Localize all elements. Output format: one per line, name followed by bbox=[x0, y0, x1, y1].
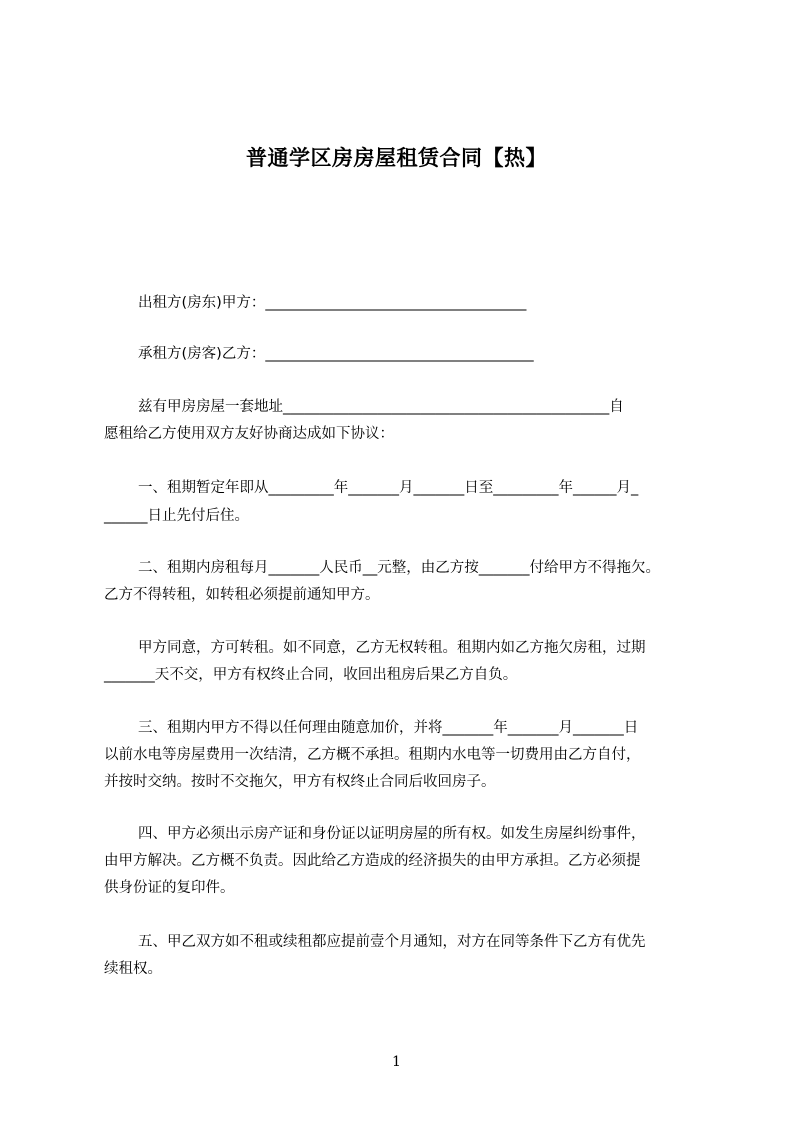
clause-3-line-3: 并按时交纳。按时不交拖欠，甲方有权终止合同后收回房子。 bbox=[104, 774, 496, 790]
clause-4-line-2: 由甲方解决。乙方概不负责。因此给乙方造成的经济损失的由甲方承担。乙方必须提 bbox=[104, 853, 641, 869]
lessor-line: 出租方(房东)甲方：____________________________________ bbox=[138, 295, 527, 311]
clause-4-line-1: 四、甲方必须出示房产证和身份证以证明房屋的所有权。如发生房屋纠纷事件， bbox=[138, 826, 646, 842]
clause-1-line-2: ______日止先付后住。 bbox=[104, 508, 249, 524]
clause-3-line-2: 以前水电等房屋费用一次结清，乙方概不承担。租期内水电等一切费用由乙方自付， bbox=[104, 747, 641, 763]
clause-4-line-3: 供身份证的复印件。 bbox=[104, 880, 235, 896]
page-number: 1 bbox=[392, 1054, 401, 1070]
clause-2b-line-2: _______天不交，甲方有权终止合同，收回出租房后果乙方自负。 bbox=[104, 667, 518, 683]
clause-2b-line-1: 甲方同意，方可转租。如不同意，乙方无权转租。租期内如乙方拖欠房租，过期 bbox=[138, 640, 646, 656]
intro-line-2: 愿租给乙方使用双方友好协商达成如下协议： bbox=[104, 426, 394, 442]
clause-5-line-2: 续租权。 bbox=[104, 961, 162, 977]
document-title: 普通学区房房屋租赁合同【热】 bbox=[246, 146, 547, 170]
clause-3-line-1: 三、租期内甲方不得以任何理由随意加价，并将_______年_______月_______日 bbox=[138, 720, 639, 736]
clause-1-line-1: 一、租期暂定年即从_________年_______月_______日至_________年______月_ bbox=[138, 480, 639, 496]
lessee-line: 承租方(房客)乙方：_____________________________________ bbox=[138, 346, 534, 362]
clause-2-line-1: 二、租期内房租每月_______人民币__元整，由乙方按_______付给甲方不得拖欠。 bbox=[138, 560, 660, 576]
intro-line-1: 兹有甲房房屋一套地址_____________________________________________自 bbox=[138, 399, 624, 415]
clause-2-line-2: 乙方不得转租，如转租必须提前通知甲方。 bbox=[104, 587, 380, 603]
clause-5-line-1: 五、甲乙双方如不租或续租都应提前壹个月通知，对方在同等条件下乙方有优先 bbox=[138, 934, 646, 950]
